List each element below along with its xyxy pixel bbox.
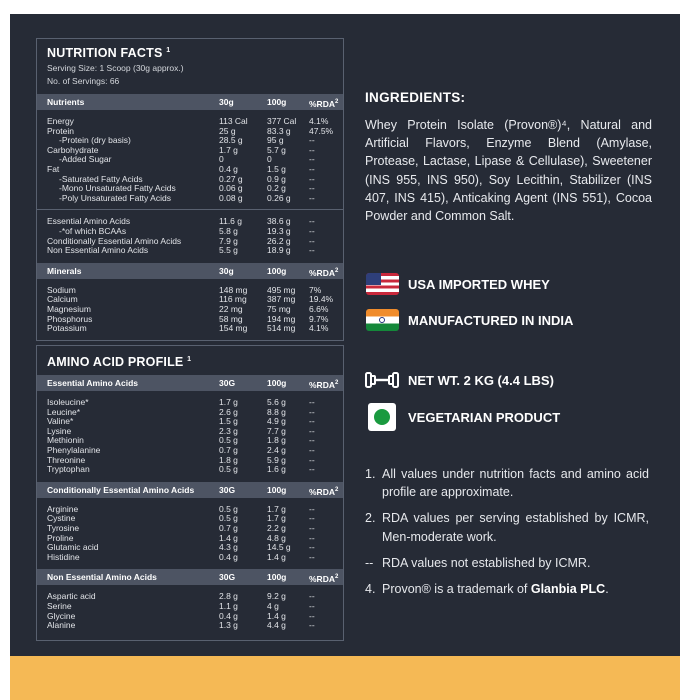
row-value-30g: 1.7 g <box>219 144 238 155</box>
row-value-100g: 14.5 g <box>267 542 291 553</box>
row-value-100g: 8.8 g <box>267 406 286 417</box>
row-value-30g: 0.5 g <box>219 464 238 475</box>
row-value-30g: 0.5 g <box>219 503 238 514</box>
row-label: Potassium <box>47 323 87 334</box>
table-row <box>37 543 343 553</box>
row-value-100g: 18.9 g <box>267 245 291 256</box>
row-label: Phosphorus <box>47 313 93 324</box>
row-value-30g: 0.4 g <box>219 163 238 174</box>
row-label: -Poly Unsaturated Fatty Acids <box>59 192 171 203</box>
row-label: Histidine <box>47 551 80 562</box>
footnote: 2. RDA values per serving established by ICMR, Men-moderate work. <box>365 511 649 544</box>
nutrition-facts-table <box>36 38 344 341</box>
table-row <box>37 602 343 612</box>
veg-badge-label: VEGETARIAN PRODUCT <box>408 409 561 425</box>
row-value-30g: 28.5 g <box>219 135 243 146</box>
row-rda: -- <box>309 551 315 562</box>
nutrients-body <box>37 110 343 256</box>
row-value-30g: 25 g <box>219 125 236 136</box>
row-value-100g: 1.8 g <box>267 435 286 446</box>
row-rda: -- <box>309 216 315 227</box>
row-label: Methionin <box>47 435 84 446</box>
row-value-100g: 5.9 g <box>267 454 286 465</box>
footnote: 4. Provon® is a trademark of Glanbia PLC. <box>365 582 609 597</box>
row-label: -*of which BCAAs <box>59 225 127 236</box>
row-label: Energy <box>47 116 74 126</box>
row-label: Non Essential Amino Acids <box>47 245 149 256</box>
row-label: Alanine <box>47 620 76 631</box>
row-value-30g: 0.7 g <box>219 522 238 533</box>
row-label: Arginine <box>47 503 79 514</box>
row-rda: -- <box>309 513 315 524</box>
table-row <box>37 246 343 256</box>
row-rda: -- <box>309 154 315 165</box>
row-value-30g: 154 mg <box>219 323 248 334</box>
row-label: Serine <box>47 600 72 611</box>
made-in-india-badge <box>365 307 573 333</box>
footnote: 1. All values under nutrition facts and amino acid profile are approximate. <box>365 467 649 500</box>
row-label: Valine* <box>47 416 74 427</box>
ingredients-section <box>365 90 652 225</box>
minerals-header-row: Minerals 30g 100g %RDA$^2$ <box>37 263 343 279</box>
row-value-30g: 22 mg <box>219 303 243 314</box>
row-label: Protein <box>47 125 74 136</box>
row-value-100g: 4 g <box>267 600 279 611</box>
table-row <box>37 324 343 334</box>
row-value-100g: 5.6 g <box>267 397 286 407</box>
row-rda: -- <box>309 503 315 514</box>
row-value-100g: 4.4 g <box>267 620 286 631</box>
row-value-100g: 1.5 g <box>267 163 286 174</box>
net-weight-badge <box>365 367 554 393</box>
row-label: Fat <box>47 163 60 174</box>
row-value-100g: 4.9 g <box>267 416 286 427</box>
table-row <box>37 621 343 631</box>
table-row <box>37 417 343 427</box>
table-row <box>37 155 343 165</box>
row-label: Phenylalanine <box>47 444 101 455</box>
row-value-30g: 0.27 g <box>219 173 243 184</box>
table-row <box>37 398 343 408</box>
row-label: Threonine <box>47 454 86 465</box>
bottom-accent-stripe <box>10 656 680 700</box>
minerals-body <box>37 279 343 334</box>
row-value-30g: 0.5 g <box>219 435 238 446</box>
row-value-100g: 1.7 g <box>267 503 286 514</box>
row-value-30g: 7.9 g <box>219 235 238 246</box>
row-rda: -- <box>309 144 315 155</box>
row-value-30g: 0.08 g <box>219 192 243 203</box>
row-rda: -- <box>309 225 315 236</box>
row-value-30g: 58 mg <box>219 313 243 324</box>
row-rda: -- <box>309 425 315 436</box>
section-header-row: Non Essential Amino Acids 30G 100g %RDA$^2$ <box>37 569 343 585</box>
row-value-100g: 26.2 g <box>267 235 291 246</box>
dumbbell-icon <box>365 367 399 393</box>
row-value-30g: 148 mg <box>219 284 248 295</box>
row-rda: -- <box>309 183 315 194</box>
row-label: Aspartic acid <box>47 591 96 602</box>
row-value-30g: 0.5 g <box>219 513 238 524</box>
row-label: Tyrosine <box>47 522 80 533</box>
row-value-30g: 1.4 g <box>219 532 238 543</box>
row-rda: -- <box>309 532 315 543</box>
row-rda: -- <box>309 610 315 621</box>
vegetarian-mark-icon <box>365 404 399 430</box>
row-value-30g: 0.7 g <box>219 444 238 455</box>
row-value-100g: 9.2 g <box>267 591 286 602</box>
ingredients-title: INGREDIENTS: <box>365 90 466 105</box>
table-row <box>37 553 343 563</box>
row-rda: 9.7% <box>309 313 329 324</box>
row-rda: -- <box>309 397 315 407</box>
row-label: Magnesium <box>47 303 91 314</box>
row-value-30g: 1.5 g <box>219 416 238 427</box>
us-flag-icon <box>365 271 399 297</box>
row-rda: -- <box>309 173 315 184</box>
row-rda: -- <box>309 444 315 455</box>
row-value-30g: 5.5 g <box>219 245 238 256</box>
row-label: Cystine <box>47 513 76 524</box>
row-rda: -- <box>309 620 315 631</box>
row-label: Sodium <box>47 284 76 295</box>
row-rda: -- <box>309 406 315 417</box>
amino-title: AMINO ACID PROFILE $^1$ <box>47 355 192 369</box>
row-rda: -- <box>309 435 315 446</box>
row-value-100g: 1.7 g <box>267 513 286 524</box>
row-value-100g: 1.6 g <box>267 464 286 475</box>
row-rda: -- <box>309 522 315 533</box>
row-label: Carbohydrate <box>47 144 99 155</box>
row-rda: -- <box>309 192 315 203</box>
row-label: -Protein (dry basis) <box>59 135 131 146</box>
row-value-100g: 7.7 g <box>267 425 286 436</box>
servings-count: No. of Servings: 66 <box>47 76 120 86</box>
ingredients-text: Whey Protein Isolate (Provon®)⁴, Natural and Artificial Flavors, Enzyme Blend (Amylase, Protease, Lactase, Lipase & Cellulase), Sweetener (INS 955, INS 950), Soy Lecithin, Stabilizer (INS 407, INS 415), Anticaking Agent (INS 551), Cocoa Powder and Common Salt. <box>365 118 652 224</box>
usa-imported-badge <box>365 271 550 297</box>
row-rda: -- <box>309 416 315 427</box>
row-value-30g: 11.6 g <box>219 216 243 227</box>
row-value-30g: 1.7 g <box>219 397 238 407</box>
row-rda: -- <box>309 464 315 475</box>
row-value-30g: 2.6 g <box>219 406 238 417</box>
row-value-30g: 4.3 g <box>219 542 238 553</box>
row-value-100g: 514 mg <box>267 323 296 334</box>
row-rda: 4.1% <box>309 116 329 126</box>
row-rda: -- <box>309 235 315 246</box>
row-value-100g: 0 <box>267 154 272 165</box>
table-row <box>37 592 343 602</box>
usa-badge-label: USA IMPORTED WHEY <box>408 276 550 292</box>
row-label: -Mono Unsaturated Fatty Acids <box>59 183 176 194</box>
row-value-30g: 0.06 g <box>219 183 243 194</box>
row-value-30g: 0.4 g <box>219 551 238 562</box>
india-badge-label: MANUFACTURED IN INDIA <box>408 312 574 328</box>
section-header-row: Conditionally Essential Amino Acids 30G 100g %RDA$^2$ <box>37 482 343 498</box>
row-value-100g: 377 Cal <box>267 116 297 126</box>
row-value-30g: 116 mg <box>219 294 247 305</box>
india-flag-icon <box>365 307 399 333</box>
row-label: Lysine <box>47 425 72 436</box>
row-value-100g: 75 mg <box>267 303 291 314</box>
row-value-100g: 0.9 g <box>267 173 286 184</box>
weight-badge-label: NET WT. 2 KG (4.4 LBS) <box>408 372 554 388</box>
row-value-30g: 1.3 g <box>219 620 238 631</box>
table-row <box>37 117 343 127</box>
row-rda: 4.1% <box>309 323 329 334</box>
row-rda: -- <box>309 163 315 174</box>
row-label: -Saturated Fatty Acids <box>59 173 143 184</box>
row-value-30g: 0 <box>219 154 224 165</box>
row-label: Calcium <box>47 294 78 305</box>
row-value-100g: 83.3 g <box>267 125 291 136</box>
row-label: Tryptophan <box>47 464 90 475</box>
row-label: Glycine <box>47 610 76 621</box>
row-value-100g: 5.7 g <box>267 144 286 155</box>
serving-size: Serving Size: 1 Scoop (30g approx.) <box>47 63 184 73</box>
row-value-100g: 95 g <box>267 135 284 146</box>
footnote: -- RDA values not established by ICMR. <box>365 555 591 570</box>
amino-body <box>37 375 343 631</box>
row-label: Proline <box>47 532 74 543</box>
row-value-30g: 1.1 g <box>219 600 238 611</box>
row-value-100g: 4.8 g <box>267 532 286 543</box>
row-rda: 7% <box>309 284 322 295</box>
row-label: Leucine* <box>47 406 81 417</box>
nutrients-header-row: Nutrients 30g 100g %RDA$^2$ <box>37 94 343 110</box>
amino-acid-profile-table <box>36 345 344 641</box>
footnotes <box>365 465 649 606</box>
row-label: Glutamic acid <box>47 542 99 553</box>
nutrition-title: NUTRITION FACTS $^1$ <box>47 46 171 60</box>
row-value-30g: 113 Cal <box>219 116 248 126</box>
row-label: Conditionally Essential Amino Acids <box>47 235 182 246</box>
row-value-100g: 19.3 g <box>267 225 291 236</box>
row-rda: -- <box>309 454 315 465</box>
row-rda: -- <box>309 600 315 611</box>
section-header-row: Essential Amino Acids 30G 100g %RDA$^2$ <box>37 375 343 391</box>
row-rda: -- <box>309 245 315 256</box>
table-row <box>37 505 343 515</box>
row-rda: -- <box>309 135 315 146</box>
table-row <box>37 194 343 204</box>
row-rda: 6.6% <box>309 303 329 314</box>
row-label: -Added Sugar <box>59 154 112 165</box>
row-rda: -- <box>309 591 315 602</box>
table-row <box>37 465 343 475</box>
row-value-100g: 1.4 g <box>267 610 286 621</box>
table-row <box>37 612 343 622</box>
row-value-100g: 387 mg <box>267 294 296 305</box>
row-value-100g: 2.2 g <box>267 522 286 533</box>
row-value-100g: 1.4 g <box>267 551 286 562</box>
row-value-100g: 0.26 g <box>267 192 291 203</box>
row-rda: 19.4% <box>309 294 334 305</box>
row-value-100g: 194 mg <box>267 313 296 324</box>
row-value-30g: 1.8 g <box>219 454 238 465</box>
row-value-100g: 2.4 g <box>267 444 286 455</box>
row-rda: 47.5% <box>309 125 334 136</box>
row-value-30g: 0.4 g <box>219 610 238 621</box>
row-rda: -- <box>309 542 315 553</box>
row-value-30g: 5.8 g <box>219 225 238 236</box>
row-label: Essential Amino Acids <box>47 216 131 227</box>
table-row <box>37 514 343 524</box>
row-value-100g: 0.2 g <box>267 183 286 194</box>
row-value-30g: 2.3 g <box>219 425 238 436</box>
row-value-100g: 38.6 g <box>267 216 291 227</box>
vegetarian-badge <box>365 404 560 430</box>
row-value-30g: 2.8 g <box>219 591 238 602</box>
table-row <box>37 286 343 296</box>
row-label: Isoleucine* <box>47 397 89 407</box>
row-value-100g: 495 mg <box>267 284 296 295</box>
table-row <box>37 524 343 534</box>
table-row <box>37 408 343 418</box>
